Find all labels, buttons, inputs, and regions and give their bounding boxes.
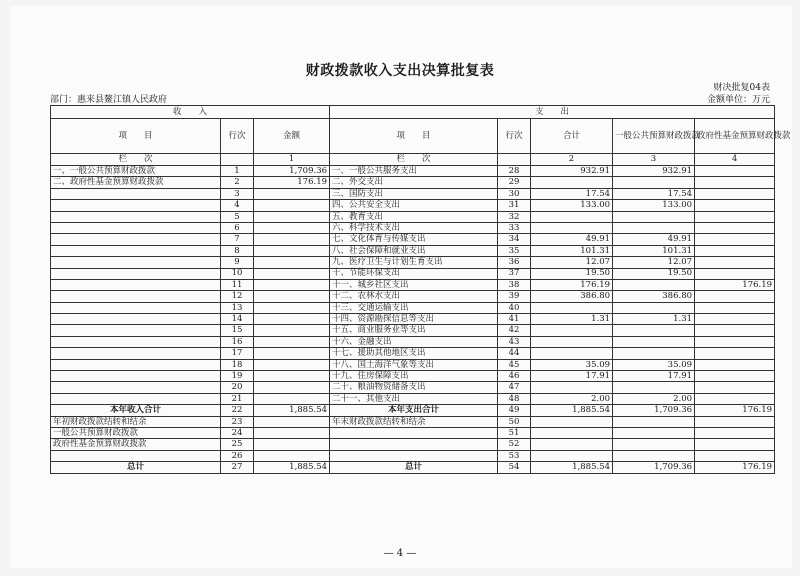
fund-budget-cell: [695, 268, 775, 279]
income-line-cell: 1: [221, 166, 254, 177]
income-line-cell: 18: [221, 359, 254, 370]
table-row: [51, 211, 775, 222]
fund-budget-header: 政府性基金预算财政拨款: [695, 119, 775, 154]
table-row: [51, 439, 775, 450]
income-amount-cell: [254, 336, 330, 347]
income-line-cell: 17: [221, 348, 254, 359]
expense-line-cell: 50: [498, 416, 531, 427]
income-col-number: 1: [254, 154, 330, 166]
income-amount-cell: 176.19: [254, 177, 330, 188]
expense-item-cell: 十三、交通运输支出: [330, 302, 498, 313]
expense-line-cell: 44: [498, 348, 531, 359]
income-amount-cell: [254, 200, 330, 211]
income-amount-cell: [254, 314, 330, 325]
income-item-cell: 一、一般公共预算财政拨款: [51, 166, 221, 177]
general-budget-cell: [613, 336, 695, 347]
table-row: [51, 166, 775, 177]
income-line-cell: 10: [221, 268, 254, 279]
income-amount-cell: 1,885.54: [254, 405, 330, 416]
income-item-cell: 本年收入合计: [51, 405, 221, 416]
income-item-cell: [51, 245, 221, 256]
expense-line-cell: 28: [498, 166, 531, 177]
income-item-cell: [51, 336, 221, 347]
expense-line-header: 行次: [498, 119, 531, 154]
expense-line-cell: 47: [498, 382, 531, 393]
income-amount-cell: [254, 257, 330, 268]
expense-total-cell: 19.50: [531, 268, 613, 279]
income-item-cell: [51, 200, 221, 211]
income-line-cell: 11: [221, 279, 254, 290]
fund-budget-cell: [695, 188, 775, 199]
general-budget-cell: 1.31: [613, 314, 695, 325]
general-budget-cell: 35.09: [613, 359, 695, 370]
fund-budget-cell: [695, 245, 775, 256]
fund-budget-cell: [695, 222, 775, 233]
expense-item-cell: 十七、援助其他地区支出: [330, 348, 498, 359]
expense-item-cell: 十五、商业服务业等支出: [330, 325, 498, 336]
fund-col-number: 4: [695, 154, 775, 166]
fund-budget-cell: 176.19: [695, 279, 775, 290]
form-code: 财决批复04表: [713, 83, 770, 93]
expense-total-cell: [531, 348, 613, 359]
expense-total-cell: [531, 177, 613, 188]
income-amount-cell: [254, 291, 330, 302]
header-row-groups: [51, 106, 775, 119]
fund-budget-cell: [695, 336, 775, 347]
expense-total-cell: 49.91: [531, 234, 613, 245]
expense-group-header: 支 出: [330, 106, 775, 119]
expense-item-cell: 十二、农林水支出: [330, 291, 498, 302]
income-line-cell: 22: [221, 405, 254, 416]
expense-line-cell: 40: [498, 302, 531, 313]
income-item-cell: [51, 382, 221, 393]
fund-budget-cell: [695, 257, 775, 268]
expense-line-cell: 53: [498, 450, 531, 461]
income-item-cell: [51, 291, 221, 302]
income-amount-cell: [254, 371, 330, 382]
fund-budget-cell: 176.19: [695, 405, 775, 416]
general-budget-cell: [613, 211, 695, 222]
expense-total-cell: [531, 211, 613, 222]
income-amount-cell: [254, 325, 330, 336]
income-item-cell: 政府性基金预算财政拨款: [51, 439, 221, 450]
expense-item-cell: 十九、住房保障支出: [330, 371, 498, 382]
table-row: [51, 405, 775, 416]
expense-line-cell: 29: [498, 177, 531, 188]
expense-line-cell: 51: [498, 427, 531, 438]
income-line-cell: 20: [221, 382, 254, 393]
income-amount-cell: 1,709.36: [254, 166, 330, 177]
income-item-cell: [51, 268, 221, 279]
income-line-cell: 25: [221, 439, 254, 450]
amount-unit-label: 金额单位：万元: [706, 95, 770, 105]
page-number: — 4 —: [383, 548, 417, 559]
expense-item-cell: 六、科学技术支出: [330, 222, 498, 233]
expense-item-header: 项 目: [330, 119, 498, 154]
expense-item-cell: 总计: [330, 462, 498, 473]
fund-budget-cell: [695, 439, 775, 450]
general-budget-cell: [613, 439, 695, 450]
income-item-cell: 一般公共预算财政拨款: [51, 427, 221, 438]
expense-item-cell: 十、节能环保支出: [330, 268, 498, 279]
expense-total-cell: 176.19: [531, 279, 613, 290]
income-item-cell: 年初财政拨款结转和结余: [51, 416, 221, 427]
income-line-cell: 26: [221, 450, 254, 461]
fund-budget-cell: [695, 359, 775, 370]
fund-budget-cell: [695, 234, 775, 245]
table-row: [51, 325, 775, 336]
general-budget-cell: 932.91: [613, 166, 695, 177]
expense-total-cell: [531, 302, 613, 313]
table-row: [51, 450, 775, 461]
income-item-cell: [51, 371, 221, 382]
general-budget-cell: [613, 279, 695, 290]
expense-line-cell: 54: [498, 462, 531, 473]
fund-budget-cell: [695, 166, 775, 177]
general-budget-cell: [613, 325, 695, 336]
expense-item-cell: [330, 450, 498, 461]
income-line-cell: 21: [221, 393, 254, 404]
expense-item-cell: [330, 427, 498, 438]
expense-line-cell: 46: [498, 371, 531, 382]
expense-line-cell: 43: [498, 336, 531, 347]
expense-total-cell: 1,885.54: [531, 462, 613, 473]
income-amount-cell: [254, 382, 330, 393]
general-col-number: 3: [613, 154, 695, 166]
general-budget-cell: 1,709.36: [613, 462, 695, 473]
expense-item-cell: 九、医疗卫生与计划生育支出: [330, 257, 498, 268]
expense-line-cell: 37: [498, 268, 531, 279]
expense-item-cell: 四、公共安全支出: [330, 200, 498, 211]
fund-budget-cell: [695, 314, 775, 325]
table-row: [51, 302, 775, 313]
table-row: [51, 427, 775, 438]
income-line-cell: 2: [221, 177, 254, 188]
income-item-cell: 二、政府性基金预算财政拨款: [51, 177, 221, 188]
income-item-header: 项 目: [51, 119, 221, 154]
income-amount-cell: [254, 222, 330, 233]
income-item-cell: 总计: [51, 462, 221, 473]
table-row: [51, 314, 775, 325]
income-amount-cell: [254, 450, 330, 461]
income-item-cell: [51, 257, 221, 268]
income-line-cell: 12: [221, 291, 254, 302]
fund-budget-cell: [695, 291, 775, 302]
income-amount-cell: [254, 245, 330, 256]
income-amount-cell: [254, 348, 330, 359]
income-item-cell: [51, 188, 221, 199]
income-item-cell: [51, 348, 221, 359]
expense-item-cell: [330, 439, 498, 450]
income-line-cell: 23: [221, 416, 254, 427]
fund-budget-cell: [695, 211, 775, 222]
general-budget-cell: [613, 416, 695, 427]
general-budget-cell: [613, 450, 695, 461]
expense-item-cell: 二、外交支出: [330, 177, 498, 188]
general-budget-cell: 49.91: [613, 234, 695, 245]
expense-total-cell: 2.00: [531, 393, 613, 404]
income-line-cell: 19: [221, 371, 254, 382]
expense-line-number-cell: [498, 154, 531, 166]
table-row: [51, 222, 775, 233]
expense-line-cell: 39: [498, 291, 531, 302]
income-line-cell: 13: [221, 302, 254, 313]
income-item-cell: [51, 211, 221, 222]
general-budget-cell: 1,709.36: [613, 405, 695, 416]
table-row: [51, 462, 775, 473]
expense-item-cell: 一、一般公共服务支出: [330, 166, 498, 177]
expense-line-cell: 36: [498, 257, 531, 268]
expense-total-cell: [531, 325, 613, 336]
expense-line-cell: 32: [498, 211, 531, 222]
general-budget-cell: [613, 222, 695, 233]
income-line-cell: 16: [221, 336, 254, 347]
department-label: 部门：惠来县鳌江镇人民政府: [50, 95, 168, 105]
income-amount-cell: [254, 359, 330, 370]
income-item-cell: [51, 302, 221, 313]
income-line-cell: 9: [221, 257, 254, 268]
income-line-cell: 7: [221, 234, 254, 245]
fund-budget-cell: [695, 325, 775, 336]
fund-budget-cell: [695, 382, 775, 393]
table-row: [51, 348, 775, 359]
general-budget-cell: [613, 302, 695, 313]
income-amount-cell: [254, 439, 330, 450]
general-budget-cell: 133.00: [613, 200, 695, 211]
fund-budget-cell: [695, 177, 775, 188]
income-amount-cell: 1,885.54: [254, 462, 330, 473]
expense-item-cell: 十一、城乡社区支出: [330, 279, 498, 290]
table-row: [51, 245, 775, 256]
income-line-cell: 8: [221, 245, 254, 256]
general-budget-cell: [613, 348, 695, 359]
expense-item-cell: 二十、粮油物资储备支出: [330, 382, 498, 393]
income-amount-cell: [254, 427, 330, 438]
table-row: [51, 336, 775, 347]
total-col-number: 2: [531, 154, 613, 166]
expense-total-cell: [531, 427, 613, 438]
table-row: [51, 291, 775, 302]
general-budget-cell: 19.50: [613, 268, 695, 279]
income-amount-cell: [254, 211, 330, 222]
income-lanci-label: 栏 次: [51, 154, 221, 166]
expense-total-cell: 35.09: [531, 359, 613, 370]
expense-total-cell: [531, 416, 613, 427]
table-row: [51, 279, 775, 290]
approval-table: [50, 105, 791, 474]
income-amount-cell: [254, 268, 330, 279]
table-row: [51, 234, 775, 245]
expense-line-cell: 30: [498, 188, 531, 199]
income-amount-cell: [254, 279, 330, 290]
general-budget-cell: 17.91: [613, 371, 695, 382]
income-line-header: 行次: [221, 119, 254, 154]
income-line-cell: 3: [221, 188, 254, 199]
fund-budget-cell: [695, 427, 775, 438]
table-row: [51, 359, 775, 370]
income-line-cell: 5: [221, 211, 254, 222]
income-item-cell: [51, 325, 221, 336]
general-budget-cell: [613, 177, 695, 188]
fund-budget-cell: [695, 200, 775, 211]
expense-item-cell: 七、文化体育与传媒支出: [330, 234, 498, 245]
table-row: [51, 200, 775, 211]
general-budget-cell: [613, 382, 695, 393]
income-item-cell: [51, 393, 221, 404]
expense-line-cell: 48: [498, 393, 531, 404]
general-budget-header: 一般公共预算财政拨款: [613, 119, 695, 154]
expense-item-cell: 五、教育支出: [330, 211, 498, 222]
income-amount-cell: [254, 234, 330, 245]
income-line-cell: 15: [221, 325, 254, 336]
income-line-number-cell: [221, 154, 254, 166]
fund-budget-cell: [695, 302, 775, 313]
expense-line-cell: 35: [498, 245, 531, 256]
income-line-cell: 14: [221, 314, 254, 325]
expense-total-cell: [531, 222, 613, 233]
table-row: [51, 177, 775, 188]
expense-item-cell: 十六、金融支出: [330, 336, 498, 347]
table-row: [51, 268, 775, 279]
fund-budget-cell: [695, 348, 775, 359]
table-row: [51, 393, 775, 404]
expense-line-cell: 34: [498, 234, 531, 245]
income-amount-cell: [254, 302, 330, 313]
income-item-cell: [51, 359, 221, 370]
expense-item-cell: 年末财政拨款结转和结余: [330, 416, 498, 427]
expense-total-header: 合计: [531, 119, 613, 154]
general-budget-cell: [613, 427, 695, 438]
general-budget-cell: 101.31: [613, 245, 695, 256]
income-group-header: 收 入: [51, 106, 330, 119]
income-item-cell: [51, 279, 221, 290]
document-title: 财政拨款收入支出决算批复表: [305, 63, 495, 79]
expense-line-cell: 33: [498, 222, 531, 233]
expense-line-cell: 52: [498, 439, 531, 450]
header-row-columns: [51, 119, 775, 154]
income-line-cell: 27: [221, 462, 254, 473]
income-line-cell: 24: [221, 427, 254, 438]
expense-total-cell: 932.91: [531, 166, 613, 177]
expense-item-cell: 十四、资源勘探信息等支出: [330, 314, 498, 325]
expense-total-cell: 1,885.54: [531, 405, 613, 416]
fund-budget-cell: 176.19: [695, 462, 775, 473]
expense-line-cell: 49: [498, 405, 531, 416]
expense-item-cell: 二十一、其他支出: [330, 393, 498, 404]
expense-item-cell: 八、社会保障和就业支出: [330, 245, 498, 256]
table-row: [51, 188, 775, 199]
expense-total-cell: 17.91: [531, 371, 613, 382]
expense-total-cell: 17.54: [531, 188, 613, 199]
expense-total-cell: 386.80: [531, 291, 613, 302]
table-row: [51, 382, 775, 393]
expense-total-cell: [531, 382, 613, 393]
income-item-cell: [51, 222, 221, 233]
expense-total-cell: 1.31: [531, 314, 613, 325]
expense-total-cell: [531, 439, 613, 450]
general-budget-cell: 17.54: [613, 188, 695, 199]
income-amount-cell: [254, 393, 330, 404]
expense-line-cell: 45: [498, 359, 531, 370]
expense-line-cell: 42: [498, 325, 531, 336]
income-item-cell: [51, 450, 221, 461]
table-row: [51, 371, 775, 382]
fund-budget-cell: [695, 450, 775, 461]
fund-budget-cell: [695, 416, 775, 427]
header-row-column-numbers: [51, 154, 775, 166]
expense-line-cell: 41: [498, 314, 531, 325]
income-line-cell: 4: [221, 200, 254, 211]
expense-item-cell: 本年支出合计: [330, 405, 498, 416]
income-amount-cell: [254, 416, 330, 427]
general-budget-cell: 12.07: [613, 257, 695, 268]
expense-line-cell: 38: [498, 279, 531, 290]
fund-budget-cell: [695, 371, 775, 382]
expense-total-cell: 12.07: [531, 257, 613, 268]
expense-lanci-label: 栏 次: [330, 154, 498, 166]
income-item-cell: [51, 234, 221, 245]
general-budget-cell: 2.00: [613, 393, 695, 404]
income-item-cell: [51, 314, 221, 325]
table-row: [51, 416, 775, 427]
expense-item-cell: 十八、国土海洋气象等支出: [330, 359, 498, 370]
general-budget-cell: 386.80: [613, 291, 695, 302]
income-amount-cell: [254, 188, 330, 199]
fund-budget-cell: [695, 393, 775, 404]
expense-total-cell: 101.31: [531, 245, 613, 256]
expense-total-cell: [531, 450, 613, 461]
income-amount-header: 金额: [254, 119, 330, 154]
expense-item-cell: 三、国防支出: [330, 188, 498, 199]
table-row: [51, 257, 775, 268]
income-line-cell: 6: [221, 222, 254, 233]
expense-line-cell: 31: [498, 200, 531, 211]
expense-total-cell: [531, 336, 613, 347]
expense-total-cell: 133.00: [531, 200, 613, 211]
